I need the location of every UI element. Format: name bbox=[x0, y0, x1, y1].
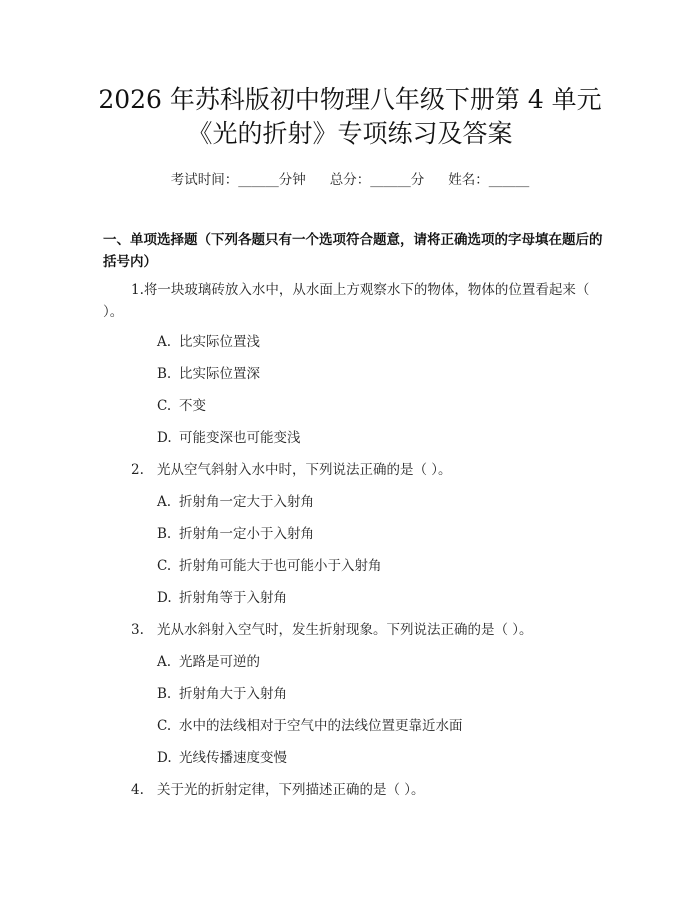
question-text: 光从水斜射入空气时，发生折射现象。下列说法正确的是（ ）。 bbox=[157, 622, 533, 638]
option-1d bbox=[157, 427, 301, 449]
option-letter: A. bbox=[157, 334, 172, 350]
option-3c bbox=[157, 715, 463, 737]
option-2b bbox=[157, 523, 314, 545]
option-2d bbox=[157, 587, 287, 609]
option-text: 光路是可逆的 bbox=[179, 654, 260, 670]
question-1 bbox=[103, 279, 603, 323]
option-letter: A. bbox=[157, 494, 172, 510]
option-letter: D. bbox=[157, 430, 172, 446]
question-number: 4. bbox=[131, 782, 144, 798]
option-1b bbox=[157, 363, 260, 385]
question-2 bbox=[131, 459, 452, 481]
option-text: 折射角可能大于也可能小于入射角 bbox=[179, 558, 382, 574]
option-letter: B. bbox=[157, 526, 172, 542]
option-letter: C. bbox=[157, 718, 172, 734]
option-text: 可能变深也可能变浅 bbox=[179, 430, 301, 446]
option-3a bbox=[157, 651, 260, 673]
question-text: 光从空气斜射入水中时，下列说法正确的是（ ）。 bbox=[157, 462, 452, 478]
option-letter: A. bbox=[157, 654, 172, 670]
exam-time-field: 考试时间：______分钟 bbox=[170, 172, 306, 188]
option-text: 折射角等于入射角 bbox=[179, 590, 287, 606]
option-letter: C. bbox=[157, 398, 172, 414]
question-number: 2. bbox=[131, 462, 144, 478]
question-number: 3. bbox=[131, 622, 144, 638]
option-text: 折射角一定小于入射角 bbox=[179, 526, 314, 542]
option-text: 比实际位置浅 bbox=[179, 334, 260, 350]
option-text: 光线传播速度变慢 bbox=[179, 750, 287, 766]
option-letter: D. bbox=[157, 750, 172, 766]
section-heading: 一、单项选择题（下列各题只有一个选项符合题意，请将正确选项的字母填在题后的括号内） bbox=[103, 232, 603, 270]
option-1c bbox=[157, 395, 206, 417]
option-text: 折射角一定大于入射角 bbox=[179, 494, 314, 510]
option-text: 不变 bbox=[179, 398, 206, 414]
document-title-line-2: 《光的折射》专项练习及答案 bbox=[187, 119, 513, 148]
document-title-line-1: 2026 年苏科版初中物理八年级下册第 4 单元 bbox=[98, 85, 602, 114]
question-4 bbox=[131, 779, 425, 801]
student-name-field: 姓名：______ bbox=[448, 172, 530, 188]
option-letter: B. bbox=[157, 366, 172, 382]
option-letter: C. bbox=[157, 558, 172, 574]
option-text: 折射角大于入射角 bbox=[179, 686, 287, 702]
option-3b bbox=[157, 683, 287, 705]
question-3 bbox=[131, 619, 533, 641]
question-number: 1. bbox=[131, 282, 144, 298]
option-1a bbox=[157, 331, 260, 353]
option-letter: B. bbox=[157, 686, 172, 702]
option-2c bbox=[157, 555, 382, 577]
option-text: 水中的法线相对于空气中的法线位置更靠近水面 bbox=[179, 718, 463, 734]
option-2a bbox=[157, 491, 314, 513]
option-3d bbox=[157, 747, 287, 769]
exam-info bbox=[0, 168, 700, 188]
question-text: 关于光的折射定律，下列描述正确的是（ ）。 bbox=[157, 782, 425, 798]
total-score-field: 总分：______分 bbox=[329, 172, 425, 188]
option-letter: D. bbox=[157, 590, 172, 606]
option-text: 比实际位置深 bbox=[179, 366, 260, 382]
question-text: 将一块玻璃砖放入水中，从水面上方观察水下的物体，物体的位置看起来（ ）。 bbox=[103, 282, 590, 320]
